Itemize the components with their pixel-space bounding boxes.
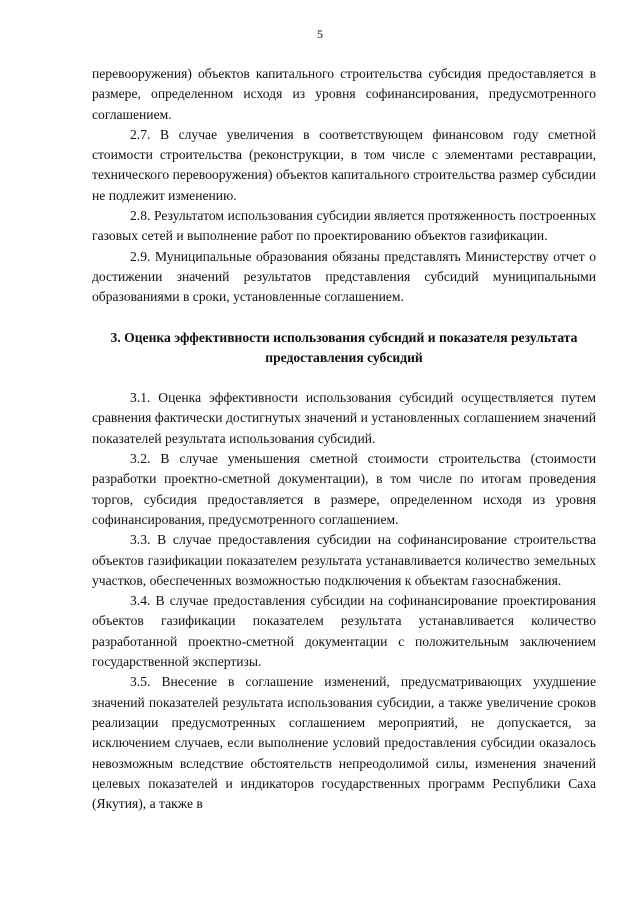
paragraph-3-3: 3.3. В случае предоставления субсидии на софинансирование строительства объектов газификации показателем результата устанавливается количество земельных участков, обеспеченных возможностью подключения к объектам газоснабжения. bbox=[92, 532, 596, 588]
paragraph-3-4: 3.4. В случае предоставления субсидии на софинансирование проектирования объектов газификации показателем результата устанавливается количество разработанной проектно-сметной документации с положительным заключением государственной экспертизы. bbox=[92, 593, 596, 670]
section-heading-3: 3. Оценка эффективности использования субсидий и показателя результата предоставления субсидий bbox=[110, 329, 578, 365]
document-body bbox=[92, 64, 596, 814]
page-number: 5 bbox=[317, 27, 323, 41]
paragraph-2-7: 2.7. В случае увеличения в соответствующем финансовом году сметной стоимости строительства (реконструкции, в том числе с элементами реставрации, технического перевооружения) объектов капитального строительства размер субсидии не подлежит изменению. bbox=[92, 126, 596, 203]
paragraph-3-1: 3.1. Оценка эффективности использования субсидий осуществляется путем сравнения фактически достигнутых значений и установленных соглашением значений показателей результата использования субсидий. bbox=[92, 390, 596, 446]
paragraph-2-8: 2.8. Результатом использования субсидии является протяженность построенных газовых сетей и выполнение работ по проектированию объектов газификации. bbox=[92, 208, 596, 244]
paragraph-3-5: 3.5. Внесение в соглашение изменений, предусматривающих ухудшение значений показателей результата использования субсидии, а также увеличение сроков реализации предусмотренных соглашением мероприятий, не допускается, за исключением случаев, если выполнение условий предоставления субсидии оказалось невозможным вследствие обстоятельств непреодолимой силы, изменения значений целевых показателей и индикаторов государственных программ Республики Саха (Якутия), а также в bbox=[92, 674, 596, 812]
paragraph-3-2: 3.2. В случае уменьшения сметной стоимости строительства (стоимости разработки проектно-сметной документации), в том числе по итогам проведения торгов, субсидия предоставляется в размере, определенном исходя из уровня софинансирования, предусмотренного соглашением. bbox=[92, 451, 596, 527]
paragraph-2-9: 2.9. Муниципальные образования обязаны представлять Министерству отчет о достижении значений результатов представления субсидий муниципальными образованиями в сроки, установленные соглашением. bbox=[92, 248, 596, 305]
paragraph-continuation: перевооружения) объектов капитального строительства субсидия предоставляется в размере, определенном исходя из уровня софинансирования, предусмотренного соглашением. bbox=[92, 66, 596, 122]
